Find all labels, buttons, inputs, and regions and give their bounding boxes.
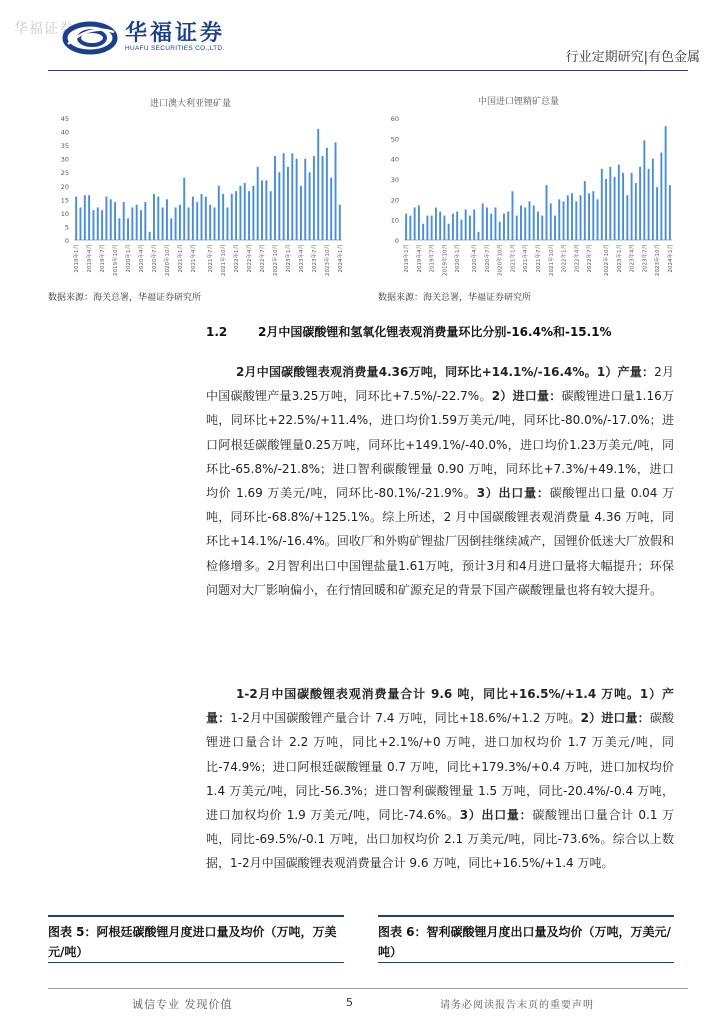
label-import: 2）进口量：: [491, 389, 562, 404]
chart2-xtick: 2020年7月: [484, 244, 491, 273]
chart2-bar: [439, 212, 441, 240]
chart2-bar: [614, 177, 616, 240]
chart1-bar: [179, 205, 181, 240]
chart1-ytick: 10: [60, 209, 69, 218]
chart2-xtick: 2022年7月: [587, 244, 594, 273]
chart2-xtick: 2019年4月: [416, 244, 423, 273]
chart1-ytick: 0: [64, 237, 69, 245]
label-production: 1）产量：: [206, 687, 674, 726]
chart2-bar: [605, 179, 607, 240]
chart2-bar: [452, 214, 454, 240]
chart2-xtick: 2019年1月: [404, 244, 411, 273]
chart2-bar: [516, 216, 518, 240]
header-divider: [48, 70, 688, 71]
label-import: 2）进口量：: [580, 711, 650, 726]
chart1-bar: [214, 207, 216, 240]
chart2-bar: [656, 187, 658, 240]
chart2-bar: [529, 201, 531, 240]
paragraph-jan-feb: [206, 682, 674, 876]
chart1-bar: [127, 218, 129, 240]
chart1-xtick: 2021年1月: [177, 244, 184, 273]
chart1-xtick: 2019年10月: [113, 244, 120, 276]
chart2-bar: [431, 216, 433, 240]
figure5-title: 图表 5：阿根廷碳酸锂月度进口量及均价（万吨，万美元/吨）: [48, 925, 337, 959]
chart2-bar: [482, 203, 484, 240]
chart1-xtick: 2024年1月: [337, 244, 344, 273]
text-import: 碳酸锂进口量合计 2.2 万吨，同比+2.1%/+0 万吨，进口加权均价 1.7 万美元/吨，同比-74.9%；进口阿根廷碳酸锂量 0.7 万吨，同比+179.3%/+0.4 万吨，进口加权均价 1.4 万美元/吨，同比-56.3%；进口智利碳酸锂量 1.5 万吨，同比-20.4%/-0.4 万吨，进口加权均价 1.9 万美元/吨，同比-74.6%。: [206, 711, 674, 823]
chart2-bar: [524, 207, 526, 240]
chart1-bar: [131, 207, 133, 240]
chart1-bar: [110, 199, 112, 240]
chart1-ytick: 30: [60, 155, 69, 164]
chart1-ytick: 20: [60, 182, 69, 191]
chart1-bar: [175, 207, 177, 240]
chart1-bar: [114, 202, 116, 240]
chart2-bar: [443, 216, 445, 240]
chart1-bar: [309, 172, 311, 240]
chart2-xtick: 2023年7月: [642, 244, 649, 273]
chart1-bar: [188, 207, 190, 240]
chart1-bar: [118, 218, 120, 240]
chart2-bar: [550, 203, 552, 240]
chart2-xtick: 2020年1月: [455, 244, 462, 273]
chart2-bar: [631, 173, 633, 240]
chart1-bar: [149, 232, 151, 240]
chart2-bar: [665, 126, 667, 240]
chart2-bar: [639, 167, 641, 240]
chart2-bar: [588, 193, 590, 240]
label-export: 3）出口量：: [476, 486, 550, 501]
chart1-bar: [192, 197, 194, 240]
chart2-bar: [601, 169, 603, 240]
fig5-top-rule: [48, 915, 344, 917]
chart1-bar: [226, 207, 228, 240]
report-category: 行业定期研究|有色金属: [565, 50, 700, 65]
chart-china-import: [378, 110, 678, 288]
chart1-xtick: 2019年4月: [87, 244, 94, 273]
text-export: 碳酸锂出口量 0.04 万吨，同环比-68.8%/+125.1%。综上所述，2 月中国碳酸锂表观消费量 4.36 万吨，同环比+14.1%/-16.4%。回收厂和外购矿锂盐厂因倒挂继续减产，国锂价低迷大厂放假和检修增多。2月智利出口中国锂盐量1.61万吨，预计3月和4月进口量将大幅提升；环保问题对大厂影响偏小，在行情回暖和矿源充足的背景下国产碳酸锂量也将有较大提升。: [206, 486, 674, 597]
chart2-bar: [567, 195, 569, 240]
fig6-bottom-rule: [378, 962, 674, 963]
chart2-bar: [635, 183, 637, 240]
fig6-top-rule: [378, 915, 674, 917]
chart1-ytick: 45: [60, 115, 69, 123]
page-number: 5: [346, 996, 353, 1009]
chart2-bar: [503, 214, 505, 240]
text-export: 碳酸锂出口量合计 0.1 万吨，同比-69.5%/-0.1 万吨，出口加权均价 2.1 万美元/吨，同比-73.6%。综合以上数据，1-2月中国碳酸锂表观消费量合计 9.6 万吨，同比+16.5%/+1.4 万吨。: [206, 808, 674, 871]
chart2-bar: [512, 191, 514, 240]
section-heading: [206, 323, 612, 340]
chart2-xtick: 2021年7月: [536, 244, 542, 273]
chart1-bar: [326, 148, 328, 240]
chart1-bar: [330, 178, 332, 240]
chart1-bar: [105, 197, 107, 240]
chart1-ytick: 25: [60, 169, 69, 178]
chart1-bar: [239, 186, 241, 240]
figure6-title: 图表 6：智利碳酸锂月度出口量及均价（万吨，万美元/吨）: [378, 925, 671, 959]
chart2-bar: [409, 216, 411, 240]
chart1-ytick: 40: [60, 128, 69, 137]
chart1-xtick: 2020年4月: [139, 244, 145, 273]
chart2-bar: [495, 207, 497, 240]
footer-disclaimer: 请务必阅读报告末页的重要声明: [440, 1000, 594, 1011]
chart1-bar: [157, 197, 159, 240]
text-import: 碳酸锂进口量1.16万吨，同环比+22.5%/+11.4%，进口均价1.59万美元/吨，同环比-80.0%/-17.0%；进口阿根廷碳酸锂量0.25万吨，同环比+149.1%/-40.0%，进口均价1.23万美元/吨，同环比-65.8%/-21.8%；进口智利碳酸锂量 0.90 万吨，同环比+7.3%/+49.1%，进口均价 1.69 万美元/吨，同环比-80.1%/-21.9%。: [206, 389, 674, 501]
paragraph-lead: 1-2月中国碳酸锂表观消费量合计 9.6 吨，同比+16.5%/+1.4 万吨。: [236, 687, 640, 701]
chart2-bar: [669, 185, 671, 240]
chart1-source: 数据来源：海关总署，华福证券研究所: [48, 293, 202, 303]
chart1-bar: [335, 142, 337, 240]
chart2-xtick: 2022年1月: [561, 244, 568, 273]
chart1-xtick: 2023年1月: [285, 244, 292, 273]
chart1-bar: [201, 194, 203, 240]
chart2-ytick: 20: [390, 196, 399, 205]
chart2-xtick: 2021年4月: [523, 244, 530, 273]
chart1-bar: [80, 207, 82, 240]
chart1-bar: [322, 156, 324, 240]
chart2-xtick: 2022年10月: [604, 243, 611, 276]
chart1-bar: [287, 167, 289, 240]
chart1-bar: [183, 178, 185, 240]
logo-text-cn: 华福证券: [125, 20, 226, 46]
chart2-xtick: 2023年4月: [629, 243, 636, 273]
chart2-bar: [609, 167, 611, 240]
chart1-bar: [218, 186, 220, 240]
chart1-ytick: 35: [60, 142, 69, 151]
chart2-bar: [405, 214, 407, 240]
chart2-bar: [626, 195, 628, 240]
chart2-bar: [499, 222, 501, 240]
chart2-bar: [563, 201, 565, 240]
chart2-bar: [486, 207, 488, 240]
chart1-xtick: 2022年4月: [247, 244, 254, 273]
logo-text-en: HUAFU SECURITIES CO.,LTD.: [125, 45, 225, 52]
chart1-bar: [313, 156, 315, 240]
chart2-bar: [584, 181, 586, 240]
chart1-bar: [153, 194, 155, 240]
chart1-xtick: 2019年7月: [100, 244, 107, 273]
chart2-bar: [465, 210, 467, 241]
chart1-bar: [257, 167, 259, 240]
chart2-bar: [507, 212, 509, 240]
chart1-bar: [162, 207, 164, 240]
chart1-bar: [261, 180, 263, 240]
chart1-bar: [339, 205, 341, 240]
chart1-xtick: 2023年10月: [324, 244, 331, 276]
chart2-bar: [541, 216, 543, 240]
chart1-xtick: 2022年7月: [260, 244, 267, 273]
chart2-ytick: 60: [390, 115, 399, 123]
chart1-bar: [317, 129, 319, 240]
chart2-bar: [554, 216, 556, 240]
chart2-bar: [571, 193, 573, 240]
chart1-bar: [222, 194, 224, 240]
footer-divider: [48, 988, 688, 989]
chart1-bar: [291, 153, 293, 240]
chart2-bar: [426, 216, 428, 240]
chart1-bar: [304, 159, 306, 240]
chart2-xtick: 2021年10月: [548, 244, 555, 276]
chart2-xtick: 2023年10月: [655, 244, 662, 276]
chart2-ytick: 30: [390, 176, 399, 184]
chart1-bar: [209, 205, 211, 240]
chart1-bar: [196, 202, 198, 240]
chart2-bar: [580, 195, 582, 240]
chart2-xtick: 2022年4月: [574, 244, 581, 273]
chart1-bar: [88, 195, 90, 240]
chart1-xtick: 2019年1月: [74, 244, 81, 273]
chart1-xtick: 2020年1月: [126, 244, 133, 273]
chart2-ytick: 40: [390, 155, 399, 164]
chart1-xtick: 2021年7月: [208, 244, 215, 273]
chart2-ytick: 10: [390, 216, 399, 225]
chart2-bar: [520, 205, 522, 240]
watermark: 华福证券: [14, 21, 74, 37]
chart1-bar: [144, 202, 146, 240]
chart2-bar: [592, 191, 594, 240]
chart2-bar: [660, 153, 662, 240]
chart1-bar: [248, 191, 250, 240]
chart1-xtick: 2020年7月: [151, 244, 158, 273]
footer-slogan: 诚信专业 发现价值: [132, 998, 233, 1011]
text-production: 1-2月中国碳酸锂产量合计 7.4 万吨，同比+18.6%/+1.2 万吨。: [230, 711, 581, 726]
chart2-xtick: 2019年7月: [429, 244, 436, 273]
paragraph-lead: 2月中国碳酸锂表观消费量4.36万吨，同环比+14.1%/-16.4%。: [236, 365, 597, 379]
text-production: 2月中国碳酸锂产量3.25万吨，同环比+7.5%/-22.7%。: [206, 365, 674, 404]
chart1-bar: [235, 191, 237, 240]
chart2-xtick: 2021年1月: [510, 244, 517, 273]
chart2-bar: [414, 207, 416, 240]
chart1-bar: [140, 210, 142, 240]
chart2-bar: [648, 169, 650, 240]
chart2-bar: [558, 199, 560, 240]
label-export: 3）出口量：: [459, 808, 533, 823]
logo-swirl-icon: [62, 20, 118, 56]
chart1-xtick: 2023年4月: [298, 244, 305, 273]
chart2-bar: [622, 173, 624, 240]
chart2-bar: [477, 232, 479, 240]
chart1-bar: [166, 199, 168, 240]
chart1-bar: [205, 197, 207, 240]
chart2-bar: [473, 210, 475, 241]
chart1-bar: [123, 202, 125, 240]
chart2-bar: [546, 185, 548, 240]
chart2-xtick: 2020年4月: [472, 244, 479, 273]
chart1-xtick: 2022年1月: [234, 244, 241, 273]
chart1-xtick: 2023年7月: [311, 244, 318, 273]
chart2-bar: [460, 220, 462, 240]
chart2-bar: [435, 207, 437, 240]
chart1-bar: [231, 194, 233, 240]
chart2-bar: [418, 205, 420, 240]
chart1-bar: [136, 205, 138, 240]
chart2-ytick: 50: [390, 135, 399, 144]
chart1-ytick: 5: [64, 223, 69, 232]
chart1-bar: [265, 180, 267, 240]
chart-australia-import: [48, 110, 348, 288]
chart1-xtick: 2021年10月: [221, 244, 228, 276]
chart2-bar: [469, 216, 471, 240]
label-production: 1）产量：: [596, 365, 655, 379]
section-title: 2月中国碳酸锂和氢氧化锂表观消费量环比分别-16.4%和-15.1%: [258, 325, 612, 339]
chart2-bar: [456, 212, 458, 240]
chart1-bar: [97, 207, 99, 240]
chart2-bar: [533, 205, 535, 240]
chart1-xtick: 2020年10月: [164, 244, 171, 276]
chart2-bar: [537, 212, 539, 240]
chart1-bar: [244, 183, 246, 240]
chart1-title: 进口澳大利亚锂矿量: [150, 99, 232, 109]
chart1-bar: [278, 172, 280, 240]
chart1-bar: [101, 210, 103, 240]
paragraph-february: [206, 360, 674, 602]
chart1-xtick: 2021年4月: [190, 244, 197, 273]
chart2-bar: [448, 224, 450, 240]
chart2-bar: [618, 165, 620, 240]
chart1-bar: [274, 156, 276, 240]
chart2-bar: [643, 140, 645, 240]
chart2-xtick: 2024年1月: [667, 244, 674, 273]
chart2-bar: [575, 201, 577, 240]
chart2-source: 数据来源：海关总署，华福证券研究所: [378, 293, 532, 303]
chart2-bar: [597, 199, 599, 240]
chart2-xtick: 2023年1月: [616, 243, 623, 273]
chart2-title: 中国进口锂精矿总量: [478, 97, 560, 107]
chart1-bar: [296, 159, 298, 240]
chart2-ytick: 0: [394, 237, 399, 245]
chart1-bar: [84, 195, 86, 240]
section-number: 1.2: [206, 325, 228, 339]
chart1-bar: [252, 186, 254, 240]
chart1-bar: [170, 218, 172, 240]
chart1-bar: [75, 197, 77, 240]
chart2-xtick: 2020年10月: [497, 244, 504, 276]
chart2-bar: [652, 159, 654, 240]
chart1-bar: [283, 153, 285, 240]
chart2-xtick: 2019年10月: [442, 244, 449, 276]
chart2-bar: [490, 214, 492, 240]
chart2-bar: [422, 224, 424, 240]
chart1-bar: [92, 210, 94, 240]
chart1-bar: [270, 191, 272, 240]
chart1-ytick: 15: [60, 196, 69, 205]
chart1-bar: [300, 186, 302, 240]
chart1-xtick: 2022年10月: [273, 244, 279, 276]
fig5-bottom-rule: [48, 962, 344, 963]
